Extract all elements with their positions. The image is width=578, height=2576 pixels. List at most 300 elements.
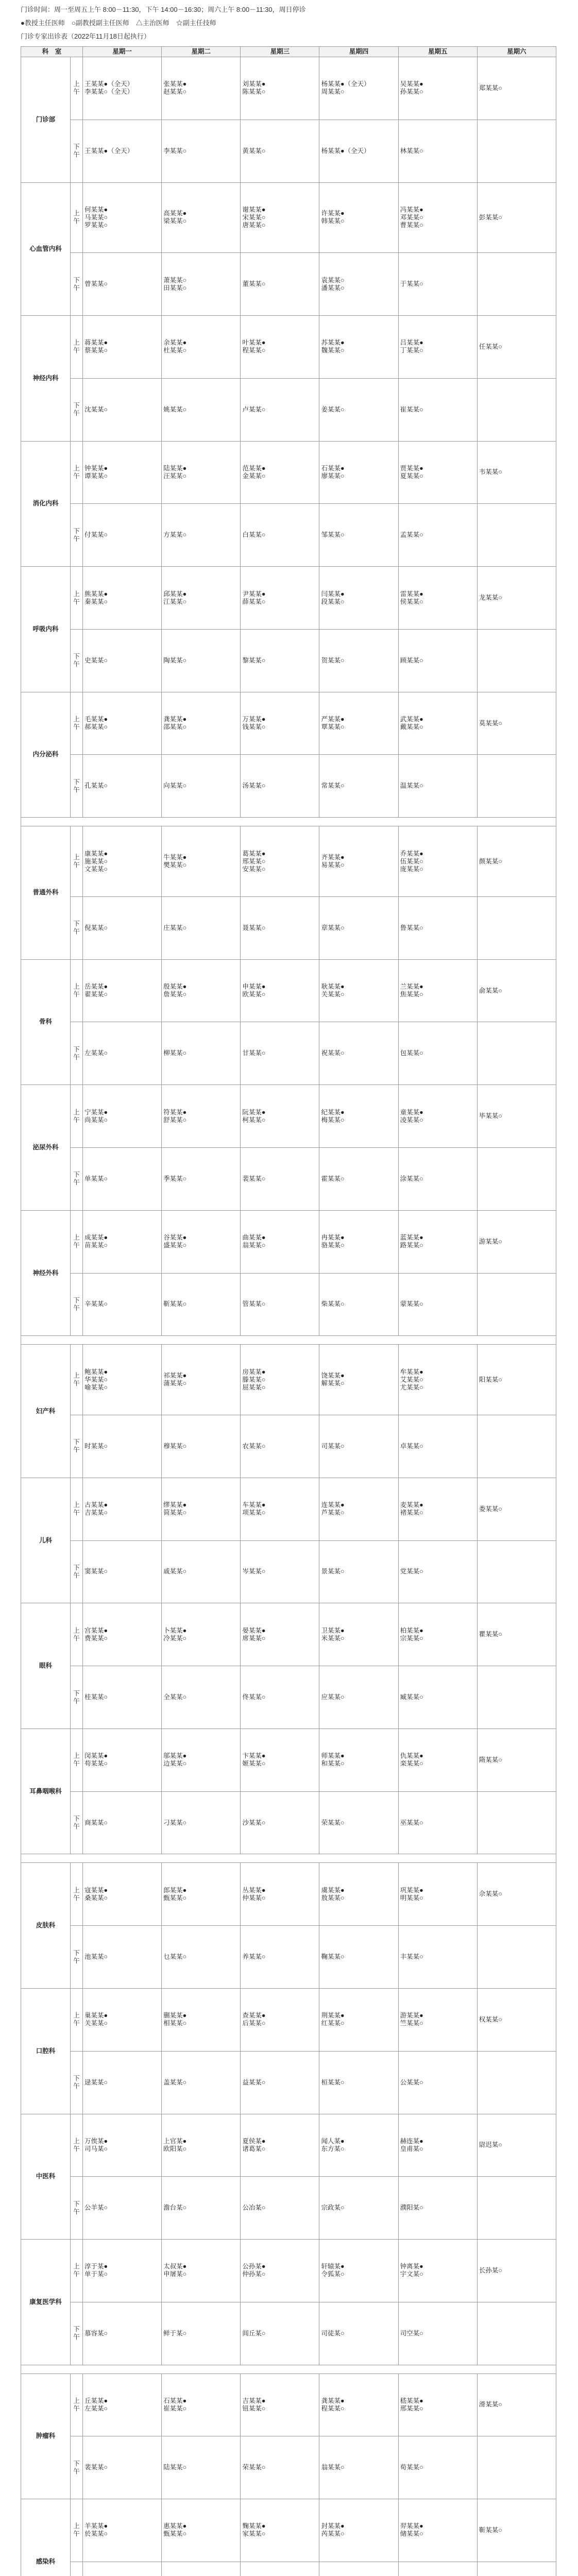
doctor-cell: 温某某○ <box>398 755 477 818</box>
separator-cell <box>21 1336 556 1345</box>
period-label: 上午 <box>71 1728 83 1791</box>
doctor-cell <box>477 1926 556 1989</box>
separator-cell <box>21 818 556 826</box>
doctor-cell: 岑某某○ <box>241 1540 319 1603</box>
doctor-cell: 苏某某● 魏某某○ <box>319 316 398 379</box>
doctor-cell: 付某某○ <box>83 504 162 567</box>
clinic-hours-text: 门诊时间：周一至周五上午 8:00－11:30，下午 14:00－16:30；周六上午 8:00－11:30，周日停诊 <box>21 6 306 13</box>
table-row <box>21 441 556 504</box>
header-tue: 星期二 <box>162 47 241 57</box>
doctor-cell: 阳某某○ <box>477 1345 556 1415</box>
doctor-cell: 饶某某● 解某某○ <box>319 1345 398 1415</box>
doctor-cell: 封某某● 芮某某○ <box>319 2499 398 2562</box>
table-row <box>21 253 556 316</box>
section-separator <box>21 2365 556 2374</box>
doctor-cell: 毛某某● 郝某某○ <box>83 692 162 755</box>
doctor-cell: 童某某● 凌某某○ <box>398 1085 477 1148</box>
doctor-cell: 姜某某○ <box>319 378 398 441</box>
doctor-cell: 柳某某○ <box>162 1022 241 1085</box>
header-mon: 星期一 <box>83 47 162 57</box>
table-row <box>21 1345 556 1415</box>
doctor-cell <box>477 378 556 441</box>
dept-name: 内分泌科 <box>21 692 71 818</box>
period-label: 上午 <box>71 2240 83 2302</box>
doctor-cell: 方某某○ <box>162 504 241 567</box>
table-row <box>21 1863 556 1926</box>
doctor-cell: 闾丘某○ <box>241 2302 319 2365</box>
doctor-cell: 蒯某某● 相某某○ <box>162 1988 241 2051</box>
doctor-cell: 鲁某某○ <box>398 896 477 959</box>
table-row <box>21 1666 556 1729</box>
doctor-cell: 谢某某● 宋某某○ 唐某某○ <box>241 182 319 253</box>
doctor-cell: 邬某某● 边某某○ <box>162 1728 241 1791</box>
dept-name: 神经外科 <box>21 1210 71 1336</box>
doctor-cell: 淳于某● 单于某○ <box>83 2240 162 2302</box>
doctor-cell: 吉某某● 钮某某○ <box>241 2374 319 2436</box>
dept-name: 中医科 <box>21 2114 71 2240</box>
table-row <box>21 2499 556 2562</box>
doctor-cell: 辛某某○ <box>83 1273 162 1336</box>
doctor-cell: 季某某○ <box>162 1148 241 1211</box>
section-separator <box>21 1854 556 1863</box>
doctor-cell: 翁某某○ <box>319 2436 398 2499</box>
doctor-cell: 沙某某○ <box>241 1791 319 1854</box>
doctor-cell: 单某某○ <box>83 1148 162 1211</box>
doctor-cell: 仇某某● 栾某某○ <box>398 1728 477 1791</box>
doctor-cell: 钟离某● 宇文某○ <box>398 2240 477 2302</box>
doctor-cell: 尉迟某○ <box>477 2114 556 2177</box>
table-row <box>21 1988 556 2051</box>
doctor-cell: 公羊某○ <box>83 2177 162 2240</box>
table-row <box>21 504 556 567</box>
table-row <box>21 1540 556 1603</box>
doctor-cell: 刁某某○ <box>162 1791 241 1854</box>
dept-name: 妇产科 <box>21 1345 71 1478</box>
table-row <box>21 1791 556 1854</box>
doctor-cell: 桂某某○ <box>83 1666 162 1729</box>
doctor-cell: 沈某某○ <box>83 378 162 441</box>
doctor-cell: 严某某● 覃某某○ <box>319 692 398 755</box>
dept-name: 康复医学科 <box>21 2240 71 2365</box>
doctor-cell: 兰某某● 焦某某○ <box>398 959 477 1022</box>
doctor-cell: 许某某● 韩某某○ <box>319 182 398 253</box>
doctor-cell <box>477 1273 556 1336</box>
doctor-cell: 臧某某○ <box>398 1666 477 1729</box>
doctor-cell: 杨某某●（全天） <box>319 120 398 182</box>
doctor-cell: 公某某○ <box>398 2051 477 2114</box>
table-row <box>21 2177 556 2240</box>
doctor-cell <box>477 1148 556 1211</box>
doctor-cell: 乔某某● 伍某某○ 庞某某○ <box>398 826 477 897</box>
doctor-cell: 龚某某● 程某某○ <box>319 2374 398 2436</box>
doctor-cell: 嵇某某● 邢某某○ <box>398 2374 477 2436</box>
doctor-cell: 鞠某某○ <box>319 1926 398 1989</box>
separator-cell <box>21 2365 556 2374</box>
table-row <box>21 57 556 120</box>
doctor-cell <box>398 2562 477 2576</box>
table-row <box>21 1415 556 1478</box>
period-label: 下午 <box>71 1666 83 1729</box>
doctor-cell: 钟某某● 谭某某○ <box>83 441 162 504</box>
doctor-cell: 庄某某○ <box>162 896 241 959</box>
doctor-cell: 时某某○ <box>83 1415 162 1478</box>
doctor-cell: 韦某某○ <box>477 441 556 504</box>
schedule-page <box>21 0 556 2576</box>
doctor-cell: 白某某○ <box>241 504 319 567</box>
doctor-cell: 祝某某○ <box>319 1022 398 1085</box>
doctor-cell <box>477 896 556 959</box>
doctor-cell: 蒋某某● 蔡某某○ <box>83 316 162 379</box>
doctor-cell: 阮某某● 柯某某○ <box>241 1085 319 1148</box>
doctor-cell: 蓝某某● 路某某○ <box>398 1210 477 1273</box>
doctor-cell: 彭某某○ <box>477 182 556 253</box>
section-separator <box>21 818 556 826</box>
period-label: 下午 <box>71 1022 83 1085</box>
doctor-cell: 余某某● 杜某某○ <box>162 316 241 379</box>
doctor-cell: 龙某某○ <box>477 567 556 630</box>
table-row <box>21 378 556 441</box>
doctor-cell: 姚某某○ <box>162 378 241 441</box>
doctor-cell: 戚某某○ <box>162 1540 241 1603</box>
doctor-cell: 崔某某○ <box>398 378 477 441</box>
period-label: 下午 <box>71 120 83 182</box>
doctor-cell: 冯某某● 邓某某○ 曹某某○ <box>398 182 477 253</box>
doctor-cell <box>477 1540 556 1603</box>
separator-cell <box>21 1854 556 1863</box>
doctor-cell <box>477 755 556 818</box>
doctor-cell: 鲍某某● 华某某○ 喻某某○ <box>83 1345 162 1415</box>
header-thu: 星期四 <box>319 47 398 57</box>
doctor-cell: 权某某○ <box>477 1988 556 2051</box>
period-label: 下午 <box>71 755 83 818</box>
doctor-cell: 靳某某○ <box>162 1273 241 1336</box>
table-row <box>21 959 556 1022</box>
doctor-cell: 司空某○ <box>398 2302 477 2365</box>
period-label: 上午 <box>71 57 83 120</box>
dept-name: 口腔科 <box>21 1988 71 2114</box>
doctor-cell: 孟某某○ <box>398 504 477 567</box>
doctor-cell: 逯某某○ <box>83 2051 162 2114</box>
dept-name: 眼科 <box>21 1603 71 1729</box>
doctor-cell: 宁某某● 尚某某○ <box>83 1085 162 1148</box>
table-row <box>21 1603 556 1666</box>
period-label: 下午 <box>71 629 83 692</box>
doctor-cell: 石某某● 崔某某○ <box>162 2374 241 2436</box>
doctor-cell: 纪某某● 梅某某○ <box>319 1085 398 1148</box>
doctor-cell: 张某某● 赵某某○ <box>162 57 241 120</box>
doctor-cell: 上官某● 欧阳某○ <box>162 2114 241 2177</box>
period-label: 上午 <box>71 567 83 630</box>
table-row <box>21 1273 556 1336</box>
doctor-cell: 袁某某○ 潘某某○ <box>319 253 398 316</box>
period-label: 下午 <box>71 504 83 567</box>
doctor-cell: 林某某○ <box>398 120 477 182</box>
doctor-cell: 裴某某○ <box>83 2436 162 2499</box>
table-row <box>21 2562 556 2576</box>
period-label: 下午 <box>71 2436 83 2499</box>
doctor-cell: 麴某某● 家某某○ <box>241 2499 319 2562</box>
table-row <box>21 1148 556 1211</box>
section-separator <box>21 1336 556 1345</box>
period-label: 上午 <box>71 316 83 379</box>
legend-text: ●教授主任医师 ○副教授副主任医师 △主治医师 ☆副主任技师 <box>21 19 216 27</box>
doctor-cell: 司某某○ <box>319 1415 398 1478</box>
doctor-cell <box>477 2177 556 2240</box>
period-label: 上午 <box>71 1863 83 1926</box>
doctor-cell: 谷某某● 盛某某○ <box>162 1210 241 1273</box>
doctor-cell <box>477 1791 556 1854</box>
doctor-cell: 李某某○ <box>162 120 241 182</box>
doctor-cell: 荆某某● 红某某○ <box>319 1988 398 2051</box>
table-row <box>21 2114 556 2177</box>
period-label: 下午 <box>71 1791 83 1854</box>
doctor-cell: 佟某某○ <box>241 1666 319 1729</box>
doctor-cell: 陶某某○ <box>162 629 241 692</box>
doctor-cell: 汤某某○ <box>241 755 319 818</box>
doctor-cell: 羊某某● 於某某○ <box>83 2499 162 2562</box>
doctor-cell: 祁某某● 蒲某某○ <box>162 1345 241 1415</box>
doctor-cell: 邱某某● 江某某○ <box>162 567 241 630</box>
doctor-cell: 柏某某● 宗某某○ <box>398 1603 477 1666</box>
table-row <box>21 1022 556 1085</box>
doctor-cell <box>477 2562 556 2576</box>
doctor-cell: 巩某某● 明某某○ <box>398 1863 477 1926</box>
doctor-cell: 符某某● 舒某某○ <box>162 1085 241 1148</box>
doctor-cell: 管某某○ <box>241 1273 319 1336</box>
doctor-cell: 申某某● 欧某某○ <box>241 959 319 1022</box>
doctor-cell <box>319 2562 398 2576</box>
doctor-cell: 蒙某某○ <box>398 1273 477 1336</box>
period-label: 上午 <box>71 1478 83 1540</box>
doctor-cell: 左某某○ <box>83 1022 162 1085</box>
doctor-cell: 冉某某● 骆某某○ <box>319 1210 398 1273</box>
doctor-cell: 游某某○ <box>477 1210 556 1273</box>
header-fri: 星期五 <box>398 47 477 57</box>
doctor-cell: 殷某某● 詹某某○ <box>162 959 241 1022</box>
period-label: 下午 <box>71 2051 83 2114</box>
period-label: 下午 <box>71 378 83 441</box>
header-sat: 星期六 <box>477 47 556 57</box>
table-row <box>21 1926 556 1989</box>
doctor-cell: 石某某● 廖某某○ <box>319 441 398 504</box>
doctor-cell: 荣某某○ <box>319 1791 398 1854</box>
doctor-cell: 雷某某● 侯某某○ <box>398 567 477 630</box>
doctor-cell: 黄某某○ <box>241 120 319 182</box>
doctor-cell: 车某某● 项某某○ <box>241 1478 319 1540</box>
doctor-cell: 晏某某● 席某某○ <box>241 1603 319 1666</box>
doctor-cell <box>477 253 556 316</box>
doctor-cell: 史某某○ <box>83 629 162 692</box>
doctor-cell: 任某某○ <box>477 316 556 379</box>
doctor-cell: 荣某某○ <box>241 2436 319 2499</box>
doctor-cell <box>477 1415 556 1478</box>
period-label: 下午 <box>71 1273 83 1336</box>
doctor-cell: 俞某某○ <box>477 959 556 1022</box>
doctor-cell: 莫某某○ <box>477 692 556 755</box>
doctor-cell: 党某某○ <box>398 1540 477 1603</box>
doctor-cell: 房某某● 滕某某○ 屈某某○ <box>241 1345 319 1415</box>
table-row <box>21 896 556 959</box>
doctor-cell: 高某某● 梁某某○ <box>162 182 241 253</box>
period-label: 下午 <box>71 1926 83 1989</box>
period-label: 上午 <box>71 2374 83 2436</box>
period-label: 下午 <box>71 2177 83 2240</box>
doctor-cell: 牛某某● 樊某某○ <box>162 826 241 897</box>
dept-name: 皮肤科 <box>21 1863 71 1989</box>
doctor-cell: 顾某某○ <box>398 629 477 692</box>
period-label: 下午 <box>71 253 83 316</box>
doctor-cell: 刘某某● 陈某某○ <box>241 57 319 120</box>
doctor-cell: 卜某某● 冷某某○ <box>162 1603 241 1666</box>
doctor-cell: 澹台某○ <box>162 2177 241 2240</box>
doctor-cell: 查某某● 后某某○ <box>241 1988 319 2051</box>
doctor-cell: 龚某某● 邵某某○ <box>162 692 241 755</box>
doctor-cell: 陆某某● 汪某某○ <box>162 441 241 504</box>
doctor-cell: 吕某某● 丁某某○ <box>398 316 477 379</box>
doctor-cell: 池某某○ <box>83 1926 162 1989</box>
period-label: 下午 <box>71 2302 83 2365</box>
doctor-cell: 涂某某○ <box>398 1148 477 1211</box>
doctor-cell: 岳某某● 翟某某○ <box>83 959 162 1022</box>
doctor-cell: 叶某某● 程某某○ <box>241 316 319 379</box>
doctor-cell: 游某某● 竺某某○ <box>398 1988 477 2051</box>
doctor-cell: 贺某某○ <box>319 629 398 692</box>
doctor-cell: 万某某● 钱某某○ <box>241 692 319 755</box>
doctor-cell: 何某某● 马某某○ 罗某某○ <box>83 182 162 253</box>
dept-name: 消化内科 <box>21 441 71 567</box>
doctor-cell: 慕容某○ <box>83 2302 162 2365</box>
doctor-cell: 古某某● 吉某某○ <box>83 1478 162 1540</box>
table-row <box>21 182 556 253</box>
doctor-cell <box>241 2562 319 2576</box>
table-row <box>21 567 556 630</box>
doctor-cell: 佘某某○ <box>477 1863 556 1926</box>
period-label: 上午 <box>71 1603 83 1666</box>
doctor-cell: 长孙某○ <box>477 2240 556 2302</box>
table-row <box>21 2302 556 2365</box>
doctor-cell <box>477 629 556 692</box>
doctor-cell: 惠某某● 甄某某○ <box>162 2499 241 2562</box>
doctor-cell: 贾某某● 夏某某○ <box>398 441 477 504</box>
doctor-cell: 范某某● 金某某○ <box>241 441 319 504</box>
table-row <box>21 2240 556 2302</box>
doctor-cell: 熊某某● 秦某某○ <box>83 567 162 630</box>
doctor-cell: 王某某●（全天） 李某某○（全天） <box>83 57 162 120</box>
doctor-cell: 卫某某● 米某某○ <box>319 1603 398 1666</box>
doctor-cell: 丘某某● 左某某○ <box>83 2374 162 2436</box>
doctor-cell: 全某某○ <box>162 1666 241 1729</box>
doctor-cell: 孔某某○ <box>83 755 162 818</box>
doctor-cell: 丰某某○ <box>398 1926 477 1989</box>
doctor-cell: 牟某某● 艾某某○ 尤某某○ <box>398 1345 477 1415</box>
doctor-cell: 麦某某● 褚某某○ <box>398 1478 477 1540</box>
table-row <box>21 1478 556 1540</box>
doctor-cell: 虞某某● 敖某某○ <box>319 1863 398 1926</box>
doctor-cell: 霍某某○ <box>319 1148 398 1211</box>
schedule-title: 门诊专家出诊表（2022年11月18日起执行） <box>21 32 150 40</box>
doctor-cell: 卓某某○ <box>398 1415 477 1478</box>
doctor-cell: 宫某某● 费某某○ <box>83 1603 162 1666</box>
doctor-cell: 萧某某○ 田某某○ <box>162 253 241 316</box>
page-header <box>21 0 556 43</box>
doctor-cell: 公冶某○ <box>241 2177 319 2240</box>
doctor-cell: 娄某某○ <box>477 1478 556 1540</box>
period-label: 下午 <box>71 896 83 959</box>
doctor-cell: 聂某某○ <box>241 896 319 959</box>
period-label: 上午 <box>71 441 83 504</box>
period-label: 上午 <box>71 1988 83 2051</box>
doctor-cell: 养某某○ <box>241 1926 319 1989</box>
header-dept: 科 室 <box>21 47 83 57</box>
doctor-cell <box>477 1666 556 1729</box>
period-label: 上午 <box>71 1210 83 1273</box>
period-label: 下午 <box>71 1415 83 1478</box>
doctor-cell <box>477 2436 556 2499</box>
doctor-cell: 寇某某● 桑某某○ <box>83 1863 162 1926</box>
doctor-cell: 常某某○ <box>319 755 398 818</box>
doctor-cell: 尹某某● 薛某某○ <box>241 567 319 630</box>
period-label: 上午 <box>71 826 83 897</box>
doctor-cell: 柴某某○ <box>319 1273 398 1336</box>
doctor-cell: 卞某某● 姬某某○ <box>241 1728 319 1791</box>
period-label: 上午 <box>71 959 83 1022</box>
doctor-cell: 齐某某● 易某某○ <box>319 826 398 897</box>
period-label: 上午 <box>71 2499 83 2562</box>
doctor-cell <box>477 2051 556 2114</box>
doctor-cell: 窦某某○ <box>83 1540 162 1603</box>
doctor-cell: 荀某某○ <box>398 2436 477 2499</box>
doctor-cell: 倪某某○ <box>83 896 162 959</box>
doctor-cell: 曲某某● 翁某某○ <box>241 1210 319 1273</box>
doctor-cell: 太叔某● 申屠某○ <box>162 2240 241 2302</box>
doctor-cell: 曾某某○ <box>83 253 162 316</box>
doctor-cell: 巢某某● 关某某○ <box>83 1988 162 2051</box>
doctor-cell: 黎某某○ <box>241 629 319 692</box>
table-row <box>21 692 556 755</box>
doctor-cell: 缪某某● 简某某○ <box>162 1478 241 1540</box>
dept-name: 神经内科 <box>21 316 71 442</box>
period-label: 上午 <box>71 182 83 253</box>
doctor-cell <box>83 2562 162 2576</box>
doctor-cell: 益某某○ <box>241 2051 319 2114</box>
doctor-cell: 农某某○ <box>241 1415 319 1478</box>
dept-name: 耳鼻咽喉科 <box>21 1728 71 1854</box>
table-row <box>21 755 556 818</box>
table-row <box>21 2051 556 2114</box>
header-wed: 星期三 <box>241 47 319 57</box>
doctor-cell: 成某某● 苗某某○ <box>83 1210 162 1273</box>
table-header-row <box>21 47 556 57</box>
doctor-cell: 巫某某○ <box>398 1791 477 1854</box>
doctor-cell: 夏侯某● 诸葛某○ <box>241 2114 319 2177</box>
doctor-cell: 葛某某● 邢某某○ 安某某○ <box>241 826 319 897</box>
period-label: 下午 <box>71 1540 83 1603</box>
doctor-cell: 裴某某○ <box>241 1148 319 1211</box>
doctor-cell: 甘某某○ <box>241 1022 319 1085</box>
doctor-cell: 于某某○ <box>398 253 477 316</box>
doctor-cell: 武某某● 戴某某○ <box>398 692 477 755</box>
period-label: 下午 <box>71 1148 83 1211</box>
doctor-cell: 邹某某○ <box>319 504 398 567</box>
doctor-cell: 闻人某● 东方某○ <box>319 2114 398 2177</box>
period-label: 上午 <box>71 692 83 755</box>
doctor-cell: 瞿某某○ <box>477 1603 556 1666</box>
doctor-cell: 靳某某○ <box>477 2499 556 2562</box>
table-row <box>21 2374 556 2436</box>
doctor-cell: 闫某某● 段某某○ <box>319 567 398 630</box>
dept-name: 心血管内科 <box>21 182 71 316</box>
dept-name: 呼吸内科 <box>21 567 71 692</box>
